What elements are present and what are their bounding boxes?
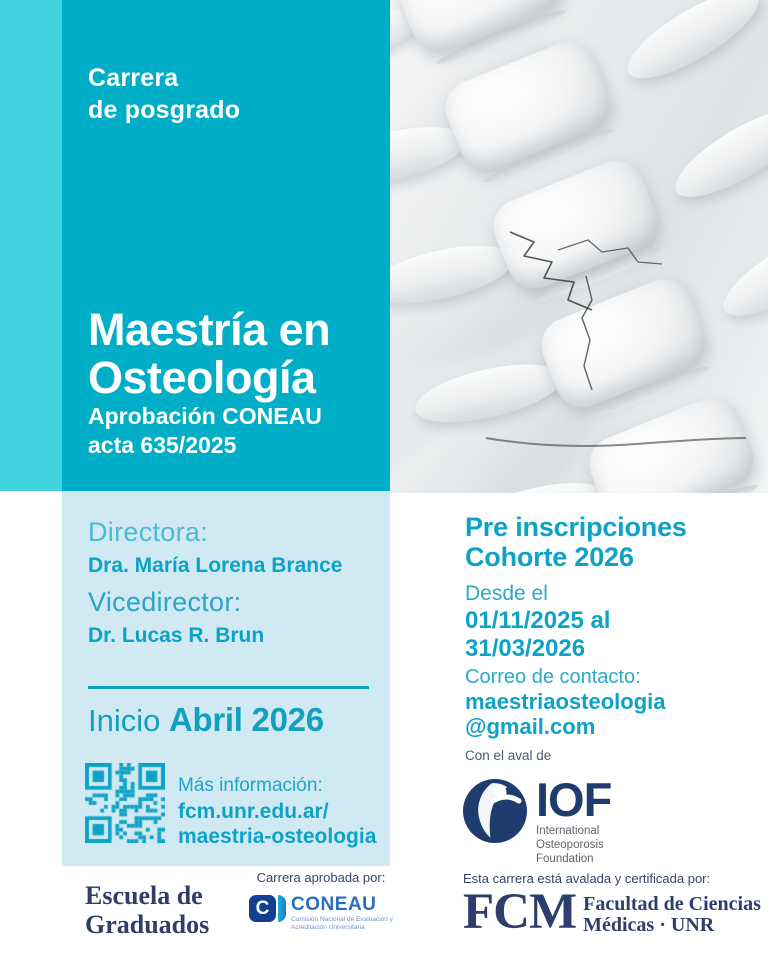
- school-line1: Escuela de: [85, 881, 203, 910]
- page-title: [88, 306, 330, 402]
- more-info-label: Más información:: [178, 775, 323, 796]
- title-line1: Maestría en: [88, 304, 331, 355]
- spine-image: [390, 0, 768, 493]
- fcm-acronym: FCM: [463, 884, 577, 940]
- divider-line: [88, 686, 369, 689]
- iof-figure-icon: [463, 779, 527, 843]
- approved-by-label: Carrera aprobada por:: [256, 870, 386, 885]
- vicedirector-name: Dr. Lucas R. Brun: [88, 624, 265, 647]
- contact-email: [465, 690, 666, 739]
- coneau-icon: C: [249, 895, 276, 922]
- kicker-line1: Carrera: [88, 64, 179, 92]
- kicker-line2: de posgrado: [88, 96, 241, 124]
- school-logo: [85, 882, 209, 939]
- enrollment-title-line2: Cohorte 2026: [465, 542, 634, 573]
- contact-label: Correo de contacto:: [465, 666, 641, 688]
- more-info-block: [178, 775, 376, 850]
- fcm-logo: [463, 884, 761, 940]
- director-label: Directora:: [88, 517, 209, 547]
- iof-logo: [463, 773, 612, 866]
- info-url-line1: fcm.unr.edu.ar/: [178, 800, 329, 823]
- iof-acronym: IOF: [536, 773, 612, 826]
- title-line2: Osteología: [88, 352, 316, 404]
- coneau-subtitle: Comisión Nacional de Evaluación y Acreditación Universitaria: [291, 916, 393, 932]
- endorsement-label: Con el aval de: [465, 748, 552, 763]
- enrollment-date-line2: 31/03/2026: [465, 634, 586, 662]
- coneau-icon-bar: [278, 895, 286, 922]
- fcm-name: Facultad de Ciencias Médicas · UNR: [583, 893, 761, 936]
- director-name: Dra. María Lorena Brance: [88, 554, 343, 577]
- qr-code: [85, 763, 165, 843]
- approval-note: [88, 402, 322, 459]
- start-label: Inicio: [88, 703, 161, 738]
- email-line2: @gmail.com: [465, 713, 596, 739]
- program-kicker: [88, 62, 240, 126]
- enrollment-from-label: Desde el: [465, 582, 548, 605]
- school-line2: Graduados: [85, 909, 210, 939]
- coneau-logo: [248, 895, 394, 932]
- enrollment-dates: [465, 607, 610, 662]
- coneau-name: CONEAU: [291, 894, 377, 915]
- info-url-line2: maestria-osteologia: [178, 824, 377, 848]
- email-line1: maestriaosteologia: [465, 689, 666, 714]
- enrollment-date-line1: 01/11/2025 al: [465, 607, 611, 634]
- iof-subtitle: International Osteoporosis Foundation: [536, 825, 604, 866]
- start-date: Abril 2026: [169, 701, 324, 738]
- start-date-row: [88, 701, 324, 739]
- info-panel: [62, 491, 390, 866]
- teal-panel: [62, 0, 390, 491]
- approval-line2: acta 635/2025: [88, 431, 237, 458]
- approval-line1: Aprobación CONEAU: [88, 403, 322, 429]
- bone-cracks: [390, 0, 768, 493]
- enrollment-title-line1: Pre inscripciones: [465, 512, 687, 542]
- certified-by-label: Esta carrera está avalada y certificada por:: [463, 871, 711, 886]
- enrollment-title: [465, 512, 687, 572]
- coneau-block: [248, 870, 394, 932]
- vicedirector-label: Vicedirector:: [88, 587, 242, 617]
- left-accent-strip: [0, 0, 62, 491]
